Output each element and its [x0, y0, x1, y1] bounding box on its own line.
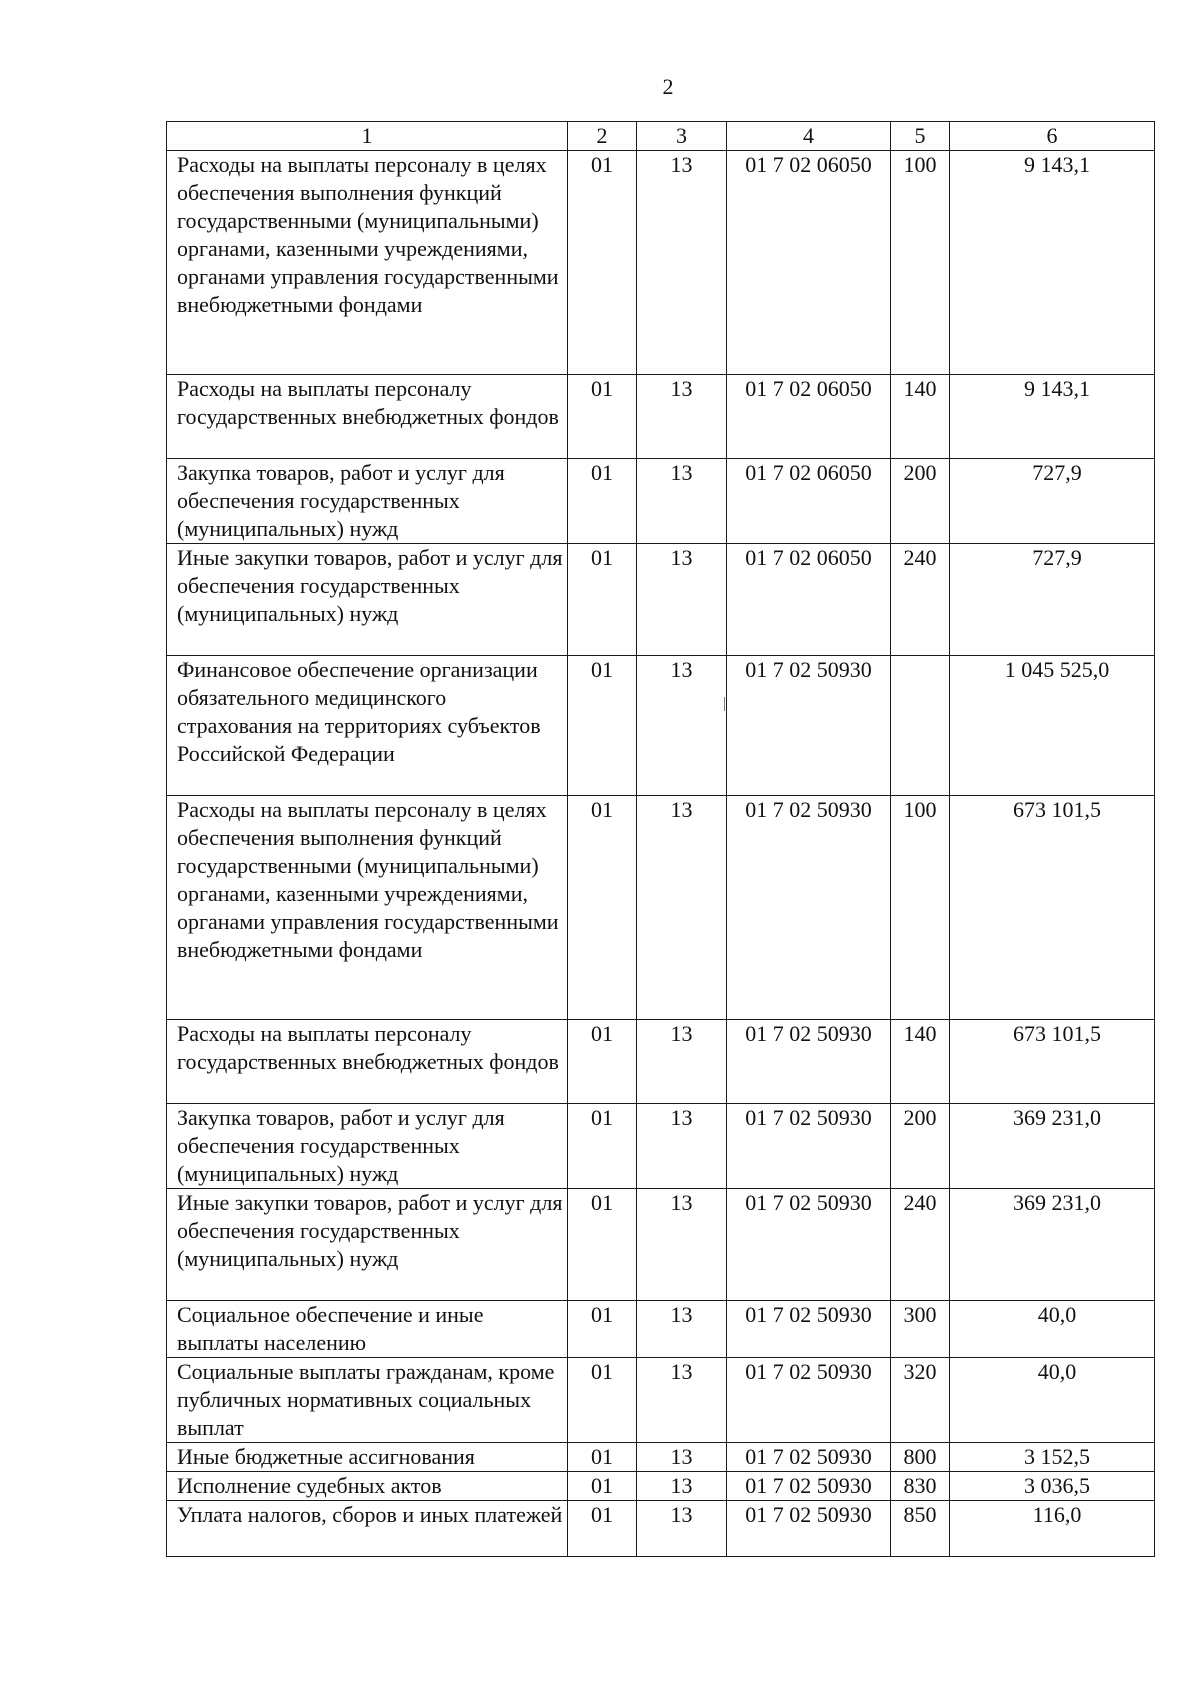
row-section: 01	[568, 1472, 637, 1501]
row-name: Уплата налогов, сборов и иных платежей	[167, 1501, 568, 1557]
table-row	[167, 544, 1155, 656]
row-expense-kind: 100	[891, 796, 950, 1020]
budget-table	[166, 121, 1155, 1557]
row-name: Расходы на выплаты персоналу в целях обеспечения выполнения функций государственными (муниципальными) органами, казенными учреждениями, органами управления государственными внебюджетными фондами	[167, 151, 568, 375]
row-target-code: 01 7 02 06050	[727, 375, 891, 459]
row-expense-kind	[891, 656, 950, 796]
table-header-row	[167, 122, 1155, 151]
row-subsection: 13	[637, 459, 727, 544]
row-subsection: 13	[637, 1358, 727, 1443]
row-section: 01	[568, 459, 637, 544]
margin-mark	[724, 697, 725, 711]
row-name: Исполнение судебных актов	[167, 1472, 568, 1501]
row-subsection: 13	[637, 1020, 727, 1104]
row-expense-kind: 320	[891, 1358, 950, 1443]
row-expense-kind: 240	[891, 1189, 950, 1301]
table-row	[167, 151, 1155, 375]
row-section: 01	[568, 1104, 637, 1189]
row-amount: 369 231,0	[950, 1104, 1155, 1189]
table-row	[167, 459, 1155, 544]
row-name: Расходы на выплаты персоналу государственных внебюджетных фондов	[167, 1020, 568, 1104]
row-expense-kind: 800	[891, 1443, 950, 1472]
table-row	[167, 796, 1155, 1020]
row-subsection: 13	[637, 796, 727, 1020]
row-name: Социальные выплаты гражданам, кроме публичных нормативных социальных выплат	[167, 1358, 568, 1443]
table-row	[167, 1189, 1155, 1301]
header-cell: 4	[727, 122, 891, 151]
row-expense-kind: 300	[891, 1301, 950, 1358]
header-cell: 2	[568, 122, 637, 151]
row-subsection: 13	[637, 656, 727, 796]
row-target-code: 01 7 02 50930	[727, 796, 891, 1020]
row-name: Расходы на выплаты персоналу государственных внебюджетных фондов	[167, 375, 568, 459]
row-section: 01	[568, 1189, 637, 1301]
row-expense-kind: 100	[891, 151, 950, 375]
row-amount: 673 101,5	[950, 1020, 1155, 1104]
table-row	[167, 1501, 1155, 1557]
row-section: 01	[568, 796, 637, 1020]
row-subsection: 13	[637, 151, 727, 375]
row-amount: 1 045 525,0	[950, 656, 1155, 796]
table-row	[167, 656, 1155, 796]
row-subsection: 13	[637, 1301, 727, 1358]
row-subsection: 13	[637, 1189, 727, 1301]
header-cell: 5	[891, 122, 950, 151]
row-target-code: 01 7 02 50930	[727, 1301, 891, 1358]
row-target-code: 01 7 02 06050	[727, 544, 891, 656]
row-name: Закупка товаров, работ и услуг для обеспечения государственных (муниципальных) нужд	[167, 459, 568, 544]
row-expense-kind: 200	[891, 459, 950, 544]
row-section: 01	[568, 656, 637, 796]
row-section: 01	[568, 151, 637, 375]
table-row	[167, 1301, 1155, 1358]
row-amount: 3 152,5	[950, 1443, 1155, 1472]
row-amount: 9 143,1	[950, 151, 1155, 375]
row-target-code: 01 7 02 50930	[727, 1104, 891, 1189]
row-name: Расходы на выплаты персоналу в целях обеспечения выполнения функций государственными (муниципальными) органами, казенными учреждениями, органами управления государственными внебюджетными фондами	[167, 796, 568, 1020]
row-target-code: 01 7 02 50930	[727, 1189, 891, 1301]
row-expense-kind: 200	[891, 1104, 950, 1189]
row-name: Иные закупки товаров, работ и услуг для обеспечения государственных (муниципальных) нужд	[167, 544, 568, 656]
row-section: 01	[568, 375, 637, 459]
row-name: Иные закупки товаров, работ и услуг для обеспечения государственных (муниципальных) нужд	[167, 1189, 568, 1301]
row-amount: 3 036,5	[950, 1472, 1155, 1501]
row-section: 01	[568, 1020, 637, 1104]
row-amount: 9 143,1	[950, 375, 1155, 459]
row-amount: 40,0	[950, 1301, 1155, 1358]
row-subsection: 13	[637, 544, 727, 656]
row-target-code: 01 7 02 50930	[727, 1501, 891, 1557]
header-cell: 1	[167, 122, 568, 151]
row-target-code: 01 7 02 50930	[727, 1020, 891, 1104]
row-section: 01	[568, 1358, 637, 1443]
row-expense-kind: 140	[891, 375, 950, 459]
row-amount: 116,0	[950, 1501, 1155, 1557]
row-name: Иные бюджетные ассигнования	[167, 1443, 568, 1472]
row-section: 01	[568, 1301, 637, 1358]
table-row	[167, 1472, 1155, 1501]
row-amount: 369 231,0	[950, 1189, 1155, 1301]
row-subsection: 13	[637, 375, 727, 459]
table-row	[167, 1443, 1155, 1472]
row-target-code: 01 7 02 50930	[727, 656, 891, 796]
row-target-code: 01 7 02 50930	[727, 1443, 891, 1472]
row-amount: 40,0	[950, 1358, 1155, 1443]
row-subsection: 13	[637, 1443, 727, 1472]
table-row	[167, 1020, 1155, 1104]
row-name: Закупка товаров, работ и услуг для обеспечения государственных (муниципальных) нужд	[167, 1104, 568, 1189]
row-target-code: 01 7 02 50930	[727, 1472, 891, 1501]
header-cell: 6	[950, 122, 1155, 151]
row-section: 01	[568, 1443, 637, 1472]
row-expense-kind: 850	[891, 1501, 950, 1557]
row-expense-kind: 140	[891, 1020, 950, 1104]
row-expense-kind: 830	[891, 1472, 950, 1501]
row-amount: 727,9	[950, 459, 1155, 544]
header-cell: 3	[637, 122, 727, 151]
table-row	[167, 1104, 1155, 1189]
row-name: Финансовое обеспечение организации обязательного медицинского страхования на территориях субъектов Российской Федерации	[167, 656, 568, 796]
row-name: Социальное обеспечение и иные выплаты населению	[167, 1301, 568, 1358]
table-row	[167, 375, 1155, 459]
row-subsection: 13	[637, 1104, 727, 1189]
table-row	[167, 1358, 1155, 1443]
row-subsection: 13	[637, 1472, 727, 1501]
row-section: 01	[568, 544, 637, 656]
row-target-code: 01 7 02 50930	[727, 1358, 891, 1443]
row-target-code: 01 7 02 06050	[727, 459, 891, 544]
row-section: 01	[568, 1501, 637, 1557]
row-target-code: 01 7 02 06050	[727, 151, 891, 375]
row-amount: 727,9	[950, 544, 1155, 656]
row-amount: 673 101,5	[950, 796, 1155, 1020]
page-number: 2	[662, 74, 674, 99]
row-subsection: 13	[637, 1501, 727, 1557]
row-expense-kind: 240	[891, 544, 950, 656]
